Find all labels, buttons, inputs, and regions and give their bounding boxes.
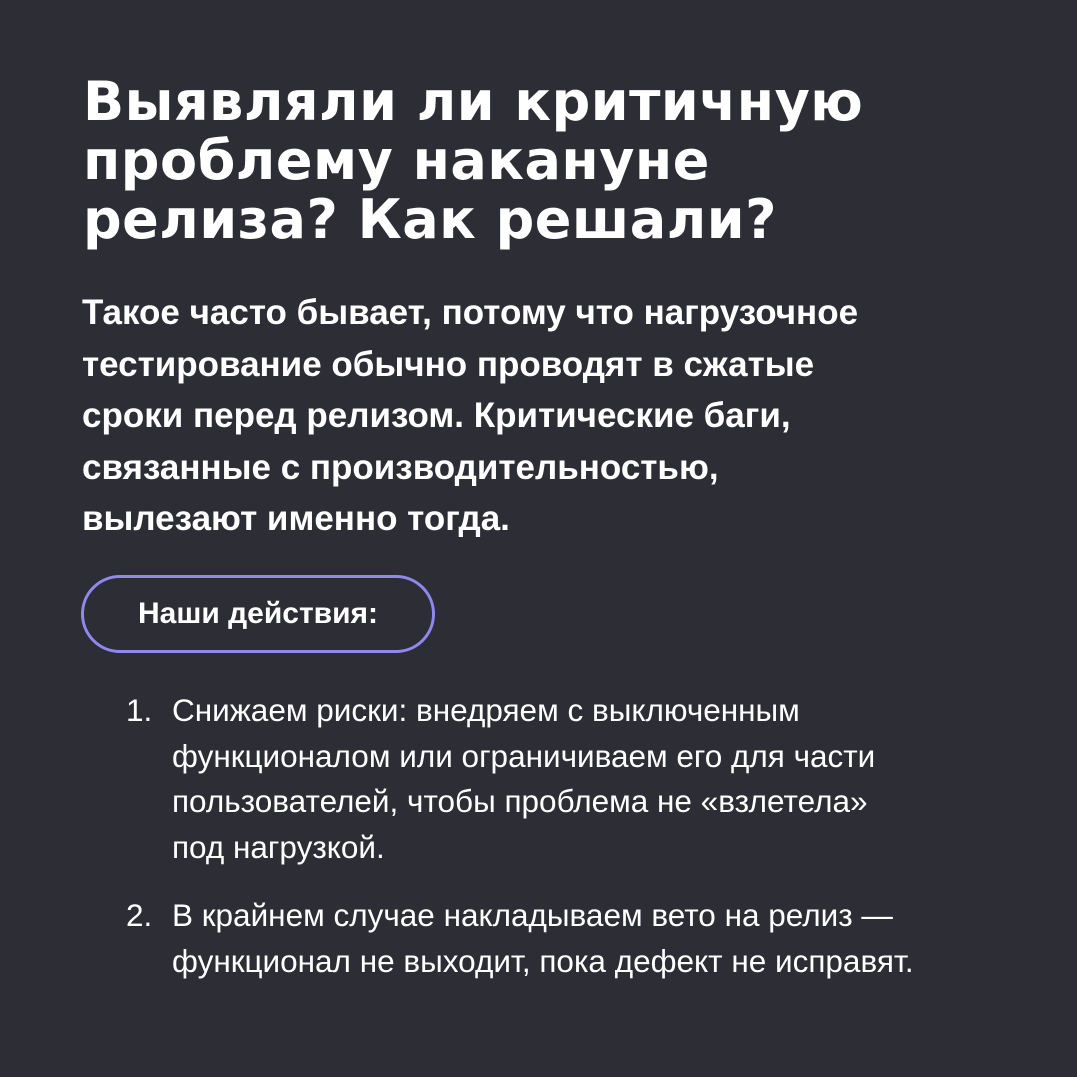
- list-item-number: 2.: [126, 897, 153, 933]
- intro-line: тестирование обычно проводят в сжатые: [82, 344, 815, 384]
- list-item-line: под нагрузкой.: [172, 828, 385, 865]
- actions-badge-label: Наши действия:: [137, 597, 379, 630]
- intro-line: связанные с производительностью,: [82, 447, 719, 487]
- intro-paragraph: [82, 287, 1032, 545]
- list-item-text: [172, 688, 875, 870]
- list-item-line: Снижаем риски: внедряем с выключенным: [172, 692, 800, 728]
- intro-line: вылезают именно тогда.: [82, 499, 510, 538]
- intro-line: сроки перед релизом. Критические баги,: [82, 396, 791, 435]
- page-title: [83, 72, 1023, 249]
- list-item-line: В крайнем случае накладываем вето на релиз —: [172, 897, 893, 933]
- list-item-text: [172, 893, 914, 984]
- title-line: релиза? Как решали?: [83, 188, 777, 251]
- title-line: проблему накануне: [83, 129, 710, 192]
- intro-line: Такое часто бывает, потому что нагрузочное: [82, 293, 859, 332]
- list-item-number: 1.: [126, 692, 153, 728]
- list-item-line: пользователей, чтобы проблема не «взлетела»: [172, 783, 868, 819]
- title-line: Выявляли ли критичную: [83, 70, 864, 133]
- list-item-line: функционал не выходит, пока дефект не исправят.: [172, 942, 914, 979]
- list-item-line: функционалом или ограничиваем его для части: [172, 737, 876, 774]
- actions-badge: [81, 575, 435, 653]
